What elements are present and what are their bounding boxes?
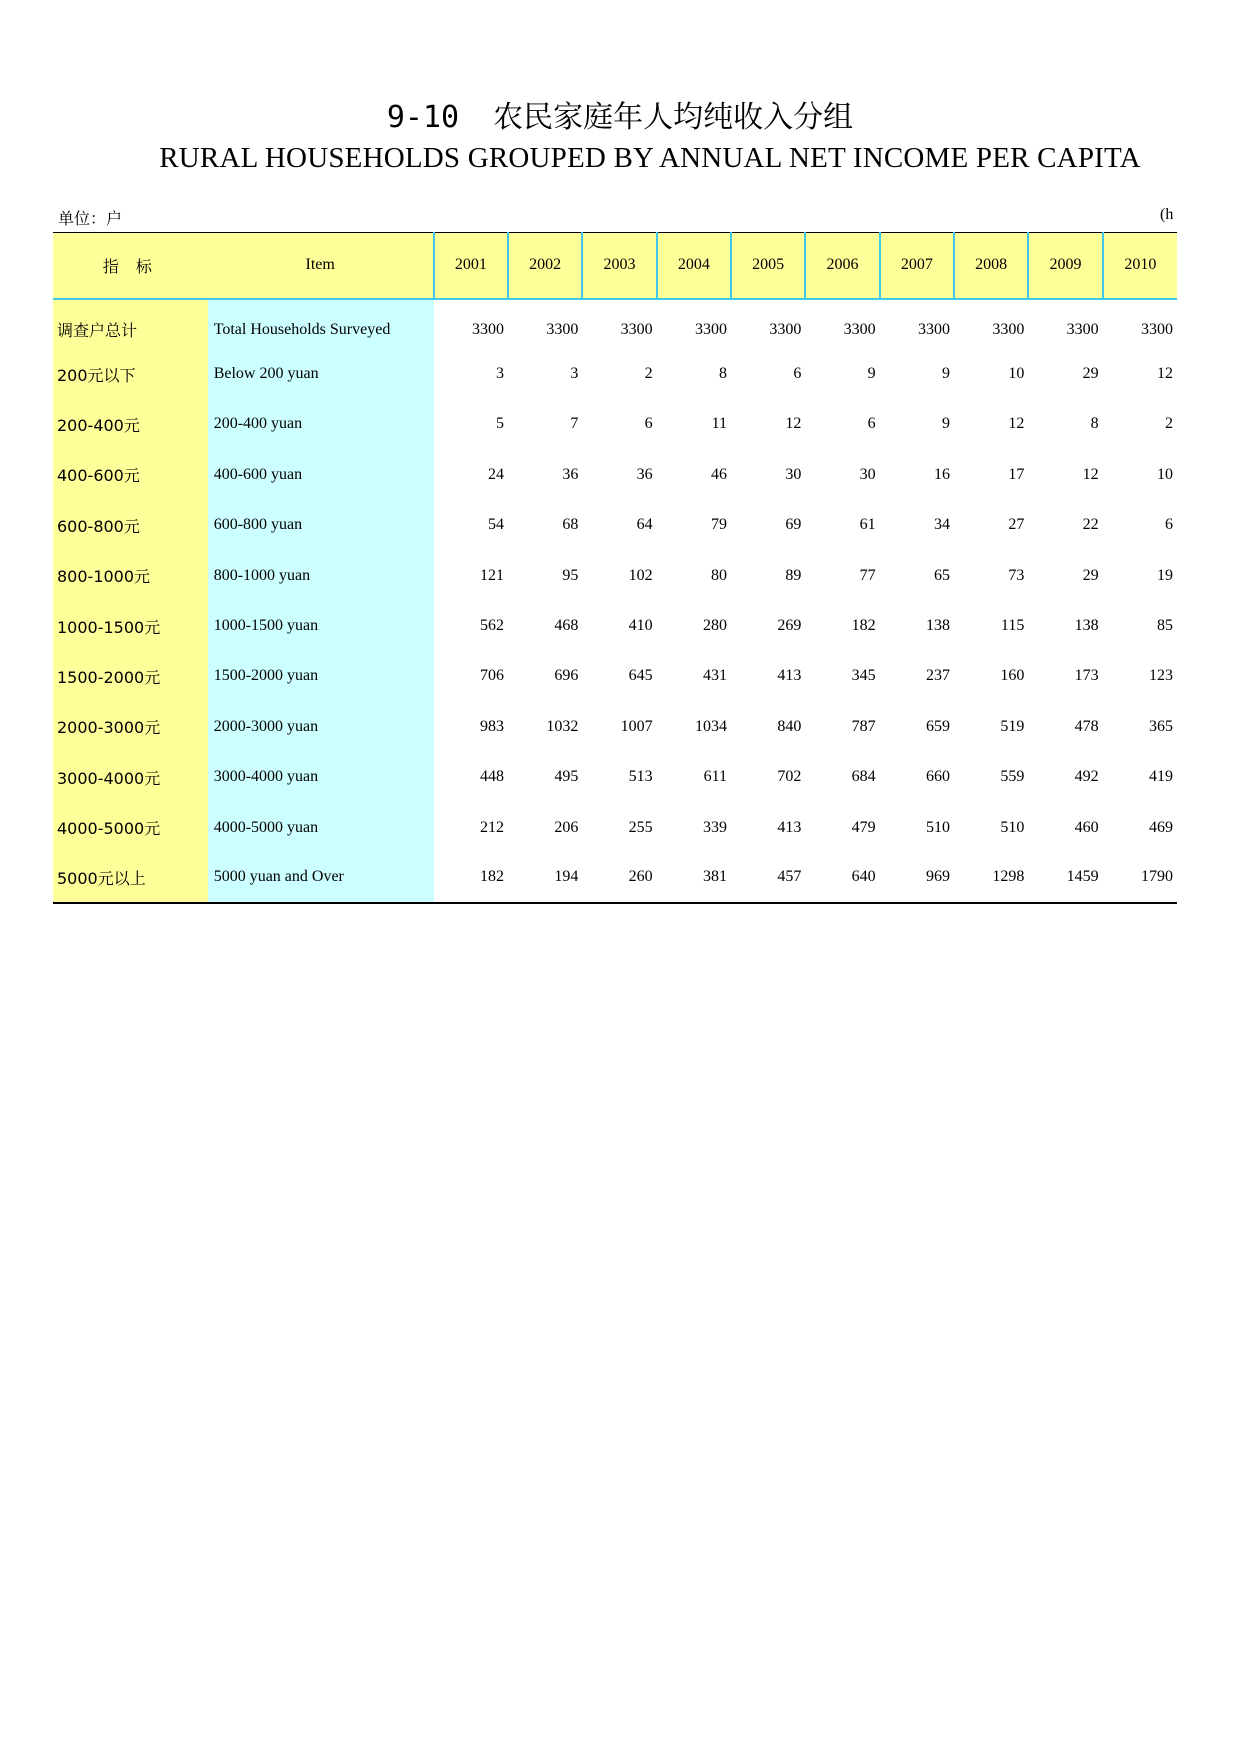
cell-value: 381 (657, 853, 731, 903)
row-label-en: Total Households Surveyed (208, 299, 434, 349)
row-label-en: 400-600 yuan (208, 450, 434, 500)
row-label-cn: 5000元以上 (53, 853, 208, 903)
cell-value: 460 (1074, 818, 1099, 836)
cell-value: 115 (1000, 617, 1025, 635)
cell-value: 702 (777, 768, 802, 786)
cell-value: 2 (1165, 415, 1173, 433)
cell-value: 73 (1008, 566, 1025, 584)
cell-value: 12 (1157, 365, 1173, 383)
cell-value: 12 (785, 415, 802, 433)
cell-value: 365 (1149, 717, 1173, 735)
cell-value: 255 (628, 818, 653, 836)
cell-value: 46 (711, 465, 727, 483)
cell-value: 3300 (917, 320, 950, 338)
cell-value: 24 (488, 465, 505, 483)
cell-value: 9 (941, 365, 950, 383)
cell-value: 69 (785, 516, 802, 534)
cell-value: 448 (480, 768, 505, 786)
table-row (53, 399, 1177, 449)
cell-value: 22 (1082, 516, 1099, 534)
cell-value: 54 (488, 516, 505, 534)
cell-value: 419 (1149, 768, 1173, 786)
row-label-en: 3000-4000 yuan (208, 752, 434, 802)
cell-value: 173 (1074, 667, 1099, 685)
row-label-en: 1500-2000 yuan (208, 651, 434, 701)
cell-value: 30 (859, 465, 876, 483)
cell-value: 3300 (992, 320, 1025, 338)
cell-value: 513 (628, 768, 653, 786)
cell-value: 345 (851, 667, 876, 685)
cell-value: 519 (1000, 717, 1025, 735)
cell-value: 36 (562, 465, 579, 483)
cell-value: 3300 (1141, 320, 1173, 338)
row-label-cn: 400-600元 (53, 450, 208, 500)
header-year: 2007 (880, 233, 954, 299)
cell-value: 1032 (546, 717, 579, 735)
page-title-cn (0, 92, 1240, 136)
row-label-cn: 4000-5000元 (53, 802, 208, 852)
cell-value: 510 (925, 818, 950, 836)
cell-value: 89 (785, 566, 802, 584)
cell-value: 30 (785, 465, 802, 483)
cell-value: 5 (496, 415, 505, 433)
cell-value: 1298 (954, 853, 1028, 903)
header-row (53, 233, 1177, 299)
cell-value: 85 (1157, 617, 1173, 635)
table-row (53, 550, 1177, 600)
header-year: 2001 (434, 233, 508, 299)
cell-value: 29 (1082, 365, 1099, 383)
header-year: 2006 (805, 233, 879, 299)
header-item-cn: 指 标 (53, 233, 208, 299)
cell-value: 410 (628, 617, 653, 635)
cell-value: 640 (805, 853, 879, 903)
cell-value: 206 (554, 818, 579, 836)
row-label-cn: 1000-1500元 (53, 601, 208, 651)
cell-value: 212 (480, 818, 505, 836)
title-cn-text: 农民家庭年人均纯收入分组 (493, 100, 854, 135)
header-year: 2010 (1103, 233, 1177, 299)
cell-value: 696 (554, 667, 579, 685)
table-row (53, 651, 1177, 701)
cell-value: 102 (628, 566, 653, 584)
cell-value: 237 (925, 667, 950, 685)
cell-value: 1007 (620, 717, 653, 735)
row-label-cn: 3000-4000元 (53, 752, 208, 802)
cell-value: 469 (1149, 818, 1173, 836)
cell-value: 510 (1000, 818, 1025, 836)
table-row (53, 349, 1177, 399)
cell-value: 969 (880, 853, 954, 903)
table-row (53, 752, 1177, 802)
cell-value: 6 (644, 415, 653, 433)
cell-value: 29 (1082, 566, 1099, 584)
cell-value: 983 (480, 717, 505, 735)
unit-label-cn: 单位：户 (58, 209, 123, 228)
cell-value: 659 (925, 717, 950, 735)
cell-value: 559 (1000, 768, 1025, 786)
row-label-cn: 1500-2000元 (53, 651, 208, 701)
cell-value: 80 (711, 566, 727, 584)
cell-value: 3300 (843, 320, 876, 338)
unit-label-en: (h (1160, 206, 1174, 223)
row-label-cn: 800-1000元 (53, 550, 208, 600)
table-row (53, 601, 1177, 651)
cell-value: 260 (582, 853, 656, 903)
cell-value: 468 (554, 617, 579, 635)
cell-value: 840 (777, 717, 802, 735)
cell-value: 138 (1074, 617, 1099, 635)
cell-value: 1459 (1028, 853, 1102, 903)
row-label-en: 800-1000 yuan (208, 550, 434, 600)
cell-value: 9 (941, 415, 950, 433)
cell-value: 562 (480, 617, 505, 635)
cell-value: 479 (851, 818, 876, 836)
row-label-en: 1000-1500 yuan (208, 601, 434, 651)
header-year: 2008 (954, 233, 1028, 299)
cell-value: 457 (731, 853, 805, 903)
page-title-en: RURAL HOUSEHOLDS GROUPED BY ANNUAL NET INCOME PER CAPITA (159, 142, 1141, 174)
cell-value: 3300 (620, 320, 653, 338)
cell-value: 492 (1074, 768, 1099, 786)
row-label-en: 600-800 yuan (208, 500, 434, 550)
data-table (53, 232, 1177, 904)
cell-value: 68 (562, 516, 579, 534)
header-year: 2005 (731, 233, 805, 299)
row-label-cn: 200元以下 (53, 349, 208, 399)
cell-value: 611 (703, 768, 727, 786)
header-year: 2002 (508, 233, 582, 299)
cell-value: 6 (867, 415, 876, 433)
cell-value: 138 (925, 617, 950, 635)
cell-value: 34 (933, 516, 950, 534)
cell-value: 12 (1008, 415, 1025, 433)
cell-value: 684 (851, 768, 876, 786)
cell-value: 3 (570, 365, 579, 383)
cell-value: 10 (1157, 465, 1173, 483)
cell-value: 8 (1090, 415, 1099, 433)
cell-value: 12 (1082, 465, 1099, 483)
cell-value: 64 (636, 516, 653, 534)
cell-value: 413 (777, 667, 802, 685)
data-table-container (53, 232, 1177, 912)
cell-value: 660 (925, 768, 950, 786)
table-number: 9-10 (386, 100, 460, 135)
table-row (53, 702, 1177, 752)
cell-value: 16 (933, 465, 950, 483)
cell-value: 3300 (1066, 320, 1099, 338)
cell-value: 182 (434, 853, 508, 903)
cell-value: 61 (859, 516, 876, 534)
cell-value: 77 (859, 566, 876, 584)
cell-value: 3300 (769, 320, 802, 338)
cell-value: 3300 (695, 320, 727, 338)
cell-value: 645 (628, 667, 653, 685)
cell-value: 280 (703, 617, 727, 635)
cell-value: 194 (508, 853, 582, 903)
cell-value: 79 (711, 516, 727, 534)
table-row (53, 802, 1177, 852)
row-label-cn: 调查户总计 (53, 299, 208, 349)
cell-value: 269 (777, 617, 802, 635)
row-label-en: Below 200 yuan (208, 349, 434, 399)
cell-value: 121 (480, 566, 505, 584)
table-row (53, 299, 1177, 349)
cell-value: 10 (1008, 365, 1025, 383)
table-body (53, 299, 1177, 904)
cell-value: 95 (562, 566, 579, 584)
header-year: 2004 (657, 233, 731, 299)
cell-value: 2 (644, 365, 653, 383)
row-label-en: 2000-3000 yuan (208, 702, 434, 752)
cell-value: 8 (719, 365, 727, 383)
cell-value: 182 (851, 617, 876, 635)
cell-value: 431 (703, 667, 727, 685)
cell-value: 1034 (695, 717, 727, 735)
cell-value: 9 (867, 365, 876, 383)
cell-value: 3300 (546, 320, 579, 338)
header-item-en: Item (208, 233, 434, 299)
cell-value: 6 (1165, 516, 1173, 534)
cell-value: 413 (777, 818, 802, 836)
cell-value: 11 (711, 415, 727, 433)
header-year: 2003 (582, 233, 656, 299)
row-label-en: 200-400 yuan (208, 399, 434, 449)
table-row (53, 450, 1177, 500)
cell-value: 36 (636, 465, 653, 483)
cell-value: 65 (933, 566, 950, 584)
row-label-en: 4000-5000 yuan (208, 802, 434, 852)
row-label-en: 5000 yuan and Over (208, 853, 434, 903)
cell-value: 160 (1000, 667, 1025, 685)
header-year: 2009 (1028, 233, 1102, 299)
cell-value: 495 (554, 768, 579, 786)
row-label-cn: 600-800元 (53, 500, 208, 550)
cell-value: 787 (851, 717, 876, 735)
cell-value: 3 (496, 365, 505, 383)
cell-value: 17 (1008, 465, 1025, 483)
cell-value: 123 (1149, 667, 1173, 685)
cell-value: 27 (1008, 516, 1025, 534)
cell-value: 478 (1074, 717, 1099, 735)
table-row (53, 500, 1177, 550)
cell-value: 339 (703, 818, 727, 836)
row-label-cn: 200-400元 (53, 399, 208, 449)
cell-value: 706 (480, 667, 505, 685)
row-label-cn: 2000-3000元 (53, 702, 208, 752)
table-row (53, 853, 1177, 903)
cell-value: 7 (570, 415, 579, 433)
cell-value: 1790 (1103, 853, 1177, 903)
cell-value: 3300 (472, 320, 505, 338)
cell-value: 19 (1157, 566, 1173, 584)
cell-value: 6 (793, 365, 802, 383)
